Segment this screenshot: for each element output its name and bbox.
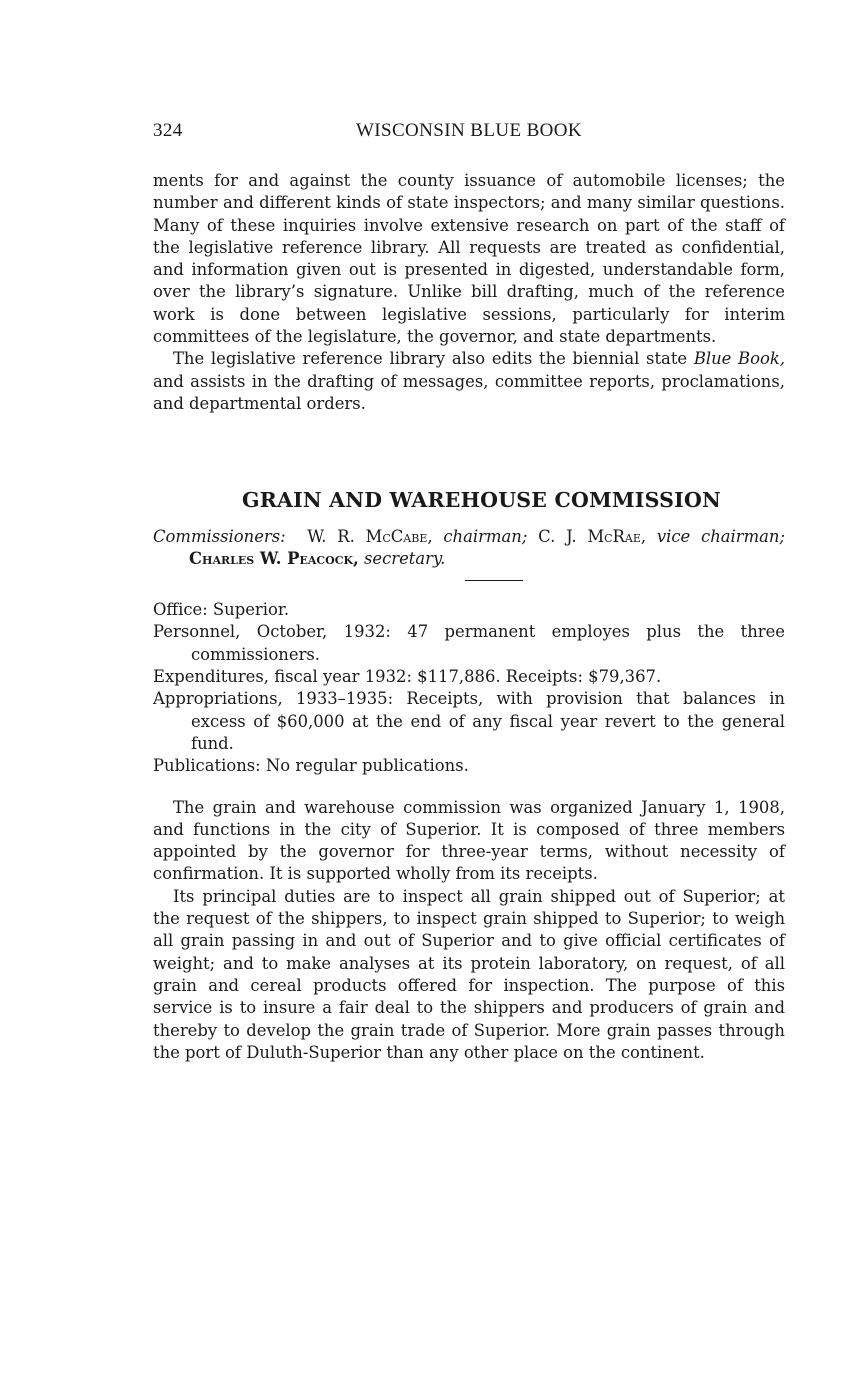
fact-office: Office: Superior. <box>153 600 290 620</box>
commissioner-name-1: W. R. McCabe, <box>307 526 433 546</box>
paragraph-blue-book-text-end: and assists in the drafting of messages, committee reports, proclamations, and departmental orders. <box>153 371 785 413</box>
paragraph-duties: Its principal duties are to inspect all grain shipped out of Superior; at the request of the shippers, to inspect grain shipped to Superior; to weigh all grain passing in and out of Superior and to give official certificates of weight; and to make analyses at its protein laboratory, on request, of all grain and cereal products offered for inspection. The purpose of this service is to insure a fair deal to the shippers and producers of grain and thereby to develop the grain trade of Superior. More grain passes through the port of Duluth-Superior than any other place on the continent. <box>153 886 785 1062</box>
commissioner-role-2: vice chairman; <box>656 526 785 546</box>
section-title: GRAIN AND WAREHOUSE COMMISSION <box>242 488 721 513</box>
paragraph-blue-book <box>153 348 785 415</box>
commissioner-role-3: secretary. <box>363 548 446 568</box>
commissioners-label: Commissioners: <box>153 526 286 546</box>
commissioner-role-1: chairman; <box>443 526 528 546</box>
fact-expenditures: Expenditures, fiscal year 1932: $117,886. Receipts: $79,367. <box>153 667 662 687</box>
facts-list <box>153 599 785 777</box>
fact-publications: Publications: No regular publications. <box>153 756 469 776</box>
running-title: WISCONSIN BLUE BOOK <box>355 120 583 141</box>
commissioner-name-2: C. J. McRae, <box>538 526 647 546</box>
paragraph-blue-book-text-start: The legislative reference library also edits the biennial state <box>173 349 694 369</box>
section-divider <box>465 580 523 581</box>
commissioner-name-3: Charles W. Peacock, <box>189 548 359 568</box>
fact-appropriations: Appropriations, 1933–1935: Receipts, with provision that balances in excess of $60,000 at the end of any fiscal year revert to the general fund. <box>153 689 785 753</box>
blue-book-italic: Blue Book, <box>693 349 785 369</box>
paragraph-reference-work: ments for and against the county issuance of automobile licenses; the number and different kinds of state inspectors; and many similar questions. Many of these inquiries involve extensive research on part of the staff of the legislative reference library. All requests are treated as confidential, and information given out is presented in digested, understandable form, over the library’s signature. Unlike bill drafting, much of the reference work is done between legislative sessions, particularly for interim committees of the legislature, the governor, and state departments. <box>153 171 785 347</box>
page-number: 324 <box>153 120 183 141</box>
page-header <box>153 120 785 146</box>
commissioners-line <box>153 526 785 571</box>
fact-personnel: Personnel, October, 1932: 47 permanent employes plus the three commissioners. <box>153 622 785 664</box>
page-body <box>153 170 785 1064</box>
paragraph-organization: The grain and warehouse commission was organized January 1, 1908, and functions in the city of Superior. It is composed of three members appointed by the governor for three-year terms, without necessity of confirmation. It is supported wholly from its receipts. <box>153 797 785 884</box>
